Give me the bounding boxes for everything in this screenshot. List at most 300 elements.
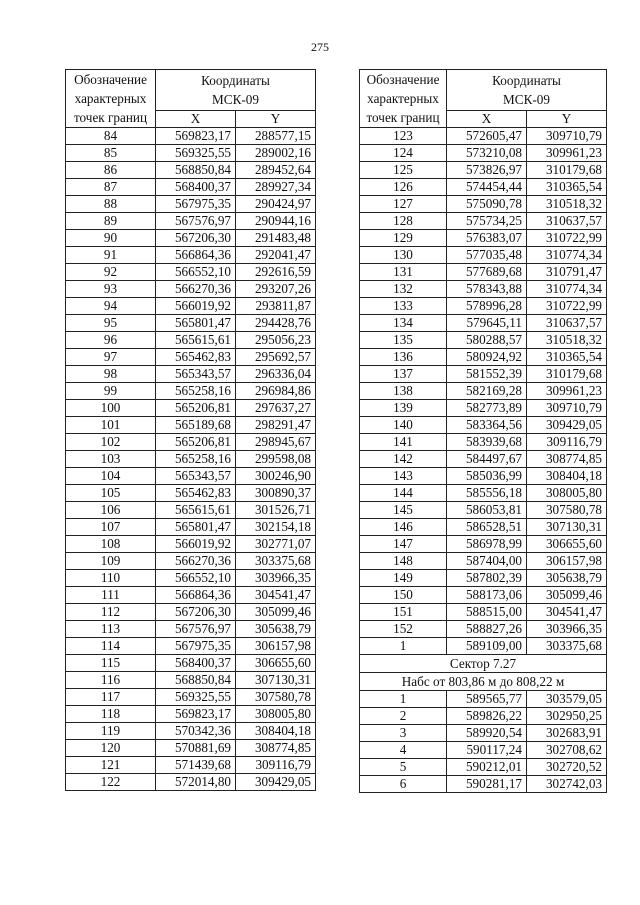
y-coordinate-cell: 298945,67	[236, 434, 316, 451]
table-row	[360, 553, 607, 570]
y-coordinate-cell: 309961,23	[527, 383, 607, 400]
y-coordinate-cell: 308404,18	[527, 468, 607, 485]
x-coordinate-cell: 566270,36	[156, 281, 236, 298]
coordinates-header	[156, 70, 316, 111]
x-coordinate-cell: 576383,07	[447, 230, 527, 247]
y-coordinate-cell: 309961,23	[527, 145, 607, 162]
point-number-cell: 151	[360, 604, 447, 621]
point-number-cell: 93	[66, 281, 156, 298]
y-coordinate-cell: 302683,91	[527, 725, 607, 742]
table-row	[360, 468, 607, 485]
x-coordinate-cell: 567206,30	[156, 604, 236, 621]
designation-header-line: точек границ	[366, 110, 440, 125]
designation-header-line: Обозначение	[366, 72, 440, 87]
point-number-cell: 134	[360, 315, 447, 332]
x-coordinate-cell: 573210,08	[447, 145, 527, 162]
point-number-cell: 114	[66, 638, 156, 655]
y-coordinate-cell: 302742,03	[527, 776, 607, 793]
y-coordinate-cell: 293811,87	[236, 298, 316, 315]
table-row	[66, 638, 316, 655]
y-coordinate-cell: 302720,52	[527, 759, 607, 776]
x-coordinate-cell: 565801,47	[156, 315, 236, 332]
point-number-cell: 104	[66, 468, 156, 485]
x-coordinate-cell: 590212,01	[447, 759, 527, 776]
x-coordinate-cell: 582169,28	[447, 383, 527, 400]
table-row	[66, 400, 316, 417]
x-coordinate-cell: 569325,55	[156, 689, 236, 706]
y-coordinate-cell: 303966,35	[236, 570, 316, 587]
x-coordinate-cell: 567576,97	[156, 213, 236, 230]
table-row	[66, 740, 316, 757]
x-coordinate-cell: 589565,77	[447, 691, 527, 708]
designation-header-line: характерных	[74, 91, 147, 106]
y-coordinate-cell: 289002,16	[236, 145, 316, 162]
point-number-cell: 119	[66, 723, 156, 740]
coordinates-header	[447, 70, 607, 111]
point-number-cell: 99	[66, 383, 156, 400]
y-coordinate-cell: 309116,79	[236, 757, 316, 774]
y-coordinate-cell: 308005,80	[236, 706, 316, 723]
table-row	[360, 213, 607, 230]
table-row	[360, 349, 607, 366]
coordinates-header-line: Координаты	[492, 73, 561, 88]
table-row	[360, 247, 607, 264]
point-number-cell: 150	[360, 587, 447, 604]
y-coordinate-cell: 310518,32	[527, 332, 607, 349]
x-coordinate-cell: 566019,92	[156, 298, 236, 315]
y-coordinate-cell: 310518,32	[527, 196, 607, 213]
table-row	[66, 145, 316, 162]
x-coordinate-cell: 567206,30	[156, 230, 236, 247]
table-row	[360, 759, 607, 776]
point-number-cell: 135	[360, 332, 447, 349]
point-number-cell: 85	[66, 145, 156, 162]
y-coordinate-cell: 310637,57	[527, 213, 607, 230]
y-coordinate-cell: 289927,34	[236, 179, 316, 196]
x-coordinate-cell: 568850,84	[156, 162, 236, 179]
point-number-cell: 90	[66, 230, 156, 247]
y-coordinate-cell: 310774,34	[527, 281, 607, 298]
point-number-cell: 117	[66, 689, 156, 706]
point-number-cell: 86	[66, 162, 156, 179]
y-coordinate-cell: 307580,78	[236, 689, 316, 706]
x-coordinate-cell: 582773,89	[447, 400, 527, 417]
point-number-cell: 87	[66, 179, 156, 196]
point-number-cell: 103	[66, 451, 156, 468]
table-row	[360, 281, 607, 298]
point-number-cell: 149	[360, 570, 447, 587]
table-row	[360, 434, 607, 451]
y-coordinate-cell: 308774,85	[236, 740, 316, 757]
table-row	[66, 366, 316, 383]
point-number-cell: 120	[66, 740, 156, 757]
table-row	[66, 570, 316, 587]
point-number-cell: 116	[66, 672, 156, 689]
point-number-cell: 138	[360, 383, 447, 400]
x-coordinate-cell: 572605,47	[447, 128, 527, 145]
point-number-cell: 127	[360, 196, 447, 213]
y-coordinate-cell: 310365,54	[527, 179, 607, 196]
x-coordinate-cell: 589920,54	[447, 725, 527, 742]
x-coordinate-cell: 565615,61	[156, 332, 236, 349]
y-coordinate-cell: 288577,15	[236, 128, 316, 145]
x-coordinate-cell: 585036,99	[447, 468, 527, 485]
x-header: X	[156, 111, 236, 128]
x-coordinate-cell: 569325,55	[156, 145, 236, 162]
point-number-cell: 144	[360, 485, 447, 502]
x-coordinate-cell: 574454,44	[447, 179, 527, 196]
x-coordinate-cell: 586053,81	[447, 502, 527, 519]
x-coordinate-cell: 565462,83	[156, 349, 236, 366]
point-number-cell: 109	[66, 553, 156, 570]
point-number-cell: 106	[66, 502, 156, 519]
point-number-cell: 132	[360, 281, 447, 298]
point-number-cell: 1	[360, 638, 447, 655]
table-row	[66, 587, 316, 604]
y-coordinate-cell: 296984,86	[236, 383, 316, 400]
table-row	[360, 145, 607, 162]
table-row	[66, 417, 316, 434]
table-row	[66, 621, 316, 638]
table-row	[66, 536, 316, 553]
x-coordinate-cell: 586528,51	[447, 519, 527, 536]
point-number-cell: 111	[66, 587, 156, 604]
y-coordinate-cell: 296336,04	[236, 366, 316, 383]
x-coordinate-cell: 567975,35	[156, 196, 236, 213]
x-coordinate-cell: 567576,97	[156, 621, 236, 638]
y-coordinate-cell: 305638,79	[527, 570, 607, 587]
y-coordinate-cell: 299598,08	[236, 451, 316, 468]
point-number-cell: 97	[66, 349, 156, 366]
y-coordinate-cell: 309429,05	[236, 774, 316, 791]
point-number-cell: 123	[360, 128, 447, 145]
designation-header-line: Обозначение	[74, 72, 147, 87]
point-number-cell: 100	[66, 400, 156, 417]
y-coordinate-cell: 308005,80	[527, 485, 607, 502]
table-row	[360, 366, 607, 383]
point-number-cell: 122	[66, 774, 156, 791]
point-number-cell: 143	[360, 468, 447, 485]
x-coordinate-cell: 589826,22	[447, 708, 527, 725]
x-coordinate-cell: 565462,83	[156, 485, 236, 502]
x-coordinate-cell: 566270,36	[156, 553, 236, 570]
table-row	[360, 485, 607, 502]
table-row	[360, 315, 607, 332]
y-coordinate-cell: 306655,60	[236, 655, 316, 672]
point-number-cell: 5	[360, 759, 447, 776]
x-coordinate-cell: 566552,10	[156, 264, 236, 281]
table-row	[66, 468, 316, 485]
y-coordinate-cell: 295056,23	[236, 332, 316, 349]
x-coordinate-cell: 566019,92	[156, 536, 236, 553]
table-row	[360, 570, 607, 587]
point-number-cell: 113	[66, 621, 156, 638]
x-coordinate-cell: 565206,81	[156, 434, 236, 451]
point-number-cell: 140	[360, 417, 447, 434]
table-row	[66, 655, 316, 672]
point-number-cell: 96	[66, 332, 156, 349]
x-coordinate-cell: 571439,68	[156, 757, 236, 774]
table-row	[66, 757, 316, 774]
point-number-cell: 88	[66, 196, 156, 213]
point-number-cell: 112	[66, 604, 156, 621]
point-number-cell: 147	[360, 536, 447, 553]
point-number-cell: 98	[66, 366, 156, 383]
y-coordinate-cell: 292616,59	[236, 264, 316, 281]
table-row	[360, 621, 607, 638]
x-coordinate-cell: 565258,16	[156, 383, 236, 400]
y-coordinate-cell: 310179,68	[527, 162, 607, 179]
point-number-cell: 107	[66, 519, 156, 536]
x-coordinate-cell: 583364,56	[447, 417, 527, 434]
x-coordinate-cell: 577035,48	[447, 247, 527, 264]
y-coordinate-cell: 308404,18	[236, 723, 316, 740]
table-row	[66, 349, 316, 366]
x-coordinate-cell: 565206,81	[156, 400, 236, 417]
table-row	[360, 587, 607, 604]
y-coordinate-cell: 302950,25	[527, 708, 607, 725]
point-number-cell: 91	[66, 247, 156, 264]
x-coordinate-cell: 565343,57	[156, 366, 236, 383]
point-number-cell: 137	[360, 366, 447, 383]
x-coordinate-cell: 581552,39	[447, 366, 527, 383]
table-row	[360, 400, 607, 417]
table-row	[66, 604, 316, 621]
x-coordinate-cell: 579645,11	[447, 315, 527, 332]
table-row	[66, 553, 316, 570]
y-coordinate-cell: 309429,05	[527, 417, 607, 434]
point-number-cell: 126	[360, 179, 447, 196]
x-coordinate-cell: 565343,57	[156, 468, 236, 485]
table-row	[66, 179, 316, 196]
section-subtitle: Набс от 803,86 м до 808,22 м	[360, 673, 607, 691]
section-title: Сектор 7.27	[360, 655, 607, 673]
x-coordinate-cell: 577689,68	[447, 264, 527, 281]
point-number-cell: 129	[360, 230, 447, 247]
x-coordinate-cell: 568850,84	[156, 672, 236, 689]
table-row	[66, 315, 316, 332]
point-number-cell: 89	[66, 213, 156, 230]
x-coordinate-cell: 575734,25	[447, 213, 527, 230]
point-number-cell: 118	[66, 706, 156, 723]
designation-header-line: характерных	[367, 91, 439, 106]
x-coordinate-cell: 585556,18	[447, 485, 527, 502]
x-coordinate-cell: 575090,78	[447, 196, 527, 213]
y-coordinate-cell: 294428,76	[236, 315, 316, 332]
x-coordinate-cell: 573826,97	[447, 162, 527, 179]
point-number-cell: 95	[66, 315, 156, 332]
y-header: Y	[527, 111, 607, 128]
x-coordinate-cell: 584497,67	[447, 451, 527, 468]
table-row	[360, 536, 607, 553]
point-number-cell: 2	[360, 708, 447, 725]
point-number-cell: 130	[360, 247, 447, 264]
designation-header	[66, 70, 156, 128]
point-number-cell: 105	[66, 485, 156, 502]
table-row	[66, 774, 316, 791]
table-row	[360, 179, 607, 196]
x-coordinate-cell: 566552,10	[156, 570, 236, 587]
table-row	[360, 502, 607, 519]
table-row	[66, 213, 316, 230]
x-coordinate-cell: 588827,26	[447, 621, 527, 638]
y-coordinate-cell: 309116,79	[527, 434, 607, 451]
y-coordinate-cell: 308774,85	[527, 451, 607, 468]
page-number: 275	[311, 40, 329, 54]
y-coordinate-cell: 310365,54	[527, 349, 607, 366]
y-coordinate-cell: 295692,57	[236, 349, 316, 366]
table-row	[360, 742, 607, 759]
y-coordinate-cell: 302708,62	[527, 742, 607, 759]
y-coordinate-cell: 306157,98	[236, 638, 316, 655]
table-row	[360, 519, 607, 536]
point-number-cell: 128	[360, 213, 447, 230]
table-row	[360, 230, 607, 247]
point-number-cell: 108	[66, 536, 156, 553]
x-coordinate-cell: 569823,17	[156, 128, 236, 145]
table-row	[66, 281, 316, 298]
x-coordinate-cell: 590281,17	[447, 776, 527, 793]
y-coordinate-cell: 306157,98	[527, 553, 607, 570]
x-coordinate-cell: 565258,16	[156, 451, 236, 468]
y-coordinate-cell: 307130,31	[236, 672, 316, 689]
x-coordinate-cell: 566864,36	[156, 247, 236, 264]
x-coordinate-cell: 580288,57	[447, 332, 527, 349]
point-number-cell: 3	[360, 725, 447, 742]
table-row	[66, 298, 316, 315]
x-coordinate-cell: 586978,99	[447, 536, 527, 553]
y-coordinate-cell: 291483,48	[236, 230, 316, 247]
point-number-cell: 94	[66, 298, 156, 315]
y-coordinate-cell: 292041,47	[236, 247, 316, 264]
y-coordinate-cell: 307580,78	[527, 502, 607, 519]
y-coordinate-cell: 302154,18	[236, 519, 316, 536]
y-coordinate-cell: 300246,90	[236, 468, 316, 485]
y-coordinate-cell: 305099,46	[527, 587, 607, 604]
point-number-cell: 148	[360, 553, 447, 570]
table-row	[66, 264, 316, 281]
x-coordinate-cell: 568400,37	[156, 179, 236, 196]
y-coordinate-cell: 310774,34	[527, 247, 607, 264]
y-coordinate-cell: 307130,31	[527, 519, 607, 536]
point-number-cell: 6	[360, 776, 447, 793]
table-row	[360, 708, 607, 725]
designation-header	[360, 70, 447, 128]
table-row	[66, 332, 316, 349]
y-coordinate-cell: 309710,79	[527, 128, 607, 145]
point-number-cell: 101	[66, 417, 156, 434]
table-row	[360, 638, 607, 655]
coordinates-header-line: Координаты	[201, 73, 270, 88]
point-number-cell: 124	[360, 145, 447, 162]
point-number-cell: 1	[360, 691, 447, 708]
point-number-cell: 84	[66, 128, 156, 145]
table-row	[360, 264, 607, 281]
y-coordinate-cell: 290944,16	[236, 213, 316, 230]
y-coordinate-cell: 304541,47	[236, 587, 316, 604]
y-coordinate-cell: 306655,60	[527, 536, 607, 553]
y-coordinate-cell: 310179,68	[527, 366, 607, 383]
x-coordinate-cell: 589109,00	[447, 638, 527, 655]
point-number-cell: 145	[360, 502, 447, 519]
table-row	[66, 519, 316, 536]
coordinates-table-left	[65, 69, 316, 791]
point-number-cell: 139	[360, 400, 447, 417]
table-row	[360, 196, 607, 213]
table-row	[360, 162, 607, 179]
x-coordinate-cell: 583939,68	[447, 434, 527, 451]
table-row	[66, 451, 316, 468]
point-number-cell: 92	[66, 264, 156, 281]
table-row	[360, 776, 607, 793]
x-coordinate-cell: 578996,28	[447, 298, 527, 315]
x-coordinate-cell: 570881,69	[156, 740, 236, 757]
x-coordinate-cell: 565615,61	[156, 502, 236, 519]
section-row	[360, 655, 607, 673]
x-coordinate-cell: 565189,68	[156, 417, 236, 434]
x-coordinate-cell: 578343,88	[447, 281, 527, 298]
table-row	[66, 723, 316, 740]
table-row	[66, 383, 316, 400]
table-row	[66, 672, 316, 689]
table-row	[360, 451, 607, 468]
y-coordinate-cell: 302771,07	[236, 536, 316, 553]
table-row	[66, 128, 316, 145]
x-header: X	[447, 111, 527, 128]
x-coordinate-cell: 590117,24	[447, 742, 527, 759]
table-row	[360, 332, 607, 349]
table-row	[66, 434, 316, 451]
y-coordinate-cell: 309710,79	[527, 400, 607, 417]
x-coordinate-cell: 570342,36	[156, 723, 236, 740]
y-coordinate-cell: 293207,26	[236, 281, 316, 298]
y-coordinate-cell: 310722,99	[527, 298, 607, 315]
point-number-cell: 152	[360, 621, 447, 638]
point-number-cell: 133	[360, 298, 447, 315]
point-number-cell: 142	[360, 451, 447, 468]
table-row	[66, 502, 316, 519]
x-coordinate-cell: 587802,39	[447, 570, 527, 587]
x-coordinate-cell: 567975,35	[156, 638, 236, 655]
y-coordinate-cell: 305099,46	[236, 604, 316, 621]
y-coordinate-cell: 289452,64	[236, 162, 316, 179]
designation-header-line: точек границ	[73, 110, 148, 125]
table-row	[66, 485, 316, 502]
x-coordinate-cell: 566864,36	[156, 587, 236, 604]
y-coordinate-cell: 305638,79	[236, 621, 316, 638]
table-row	[66, 247, 316, 264]
point-number-cell: 141	[360, 434, 447, 451]
point-number-cell: 110	[66, 570, 156, 587]
point-number-cell: 146	[360, 519, 447, 536]
x-coordinate-cell: 588173,06	[447, 587, 527, 604]
point-number-cell: 131	[360, 264, 447, 281]
table-row	[360, 298, 607, 315]
x-coordinate-cell: 569823,17	[156, 706, 236, 723]
y-coordinate-cell: 303375,68	[236, 553, 316, 570]
table-row	[360, 417, 607, 434]
y-coordinate-cell: 297637,27	[236, 400, 316, 417]
y-coordinate-cell: 303966,35	[527, 621, 607, 638]
table-row	[66, 196, 316, 213]
y-coordinate-cell: 310791,47	[527, 264, 607, 281]
y-coordinate-cell: 310637,57	[527, 315, 607, 332]
y-coordinate-cell: 303579,05	[527, 691, 607, 708]
table-row	[66, 706, 316, 723]
table-row	[360, 691, 607, 708]
table-row	[66, 689, 316, 706]
table-row	[360, 383, 607, 400]
